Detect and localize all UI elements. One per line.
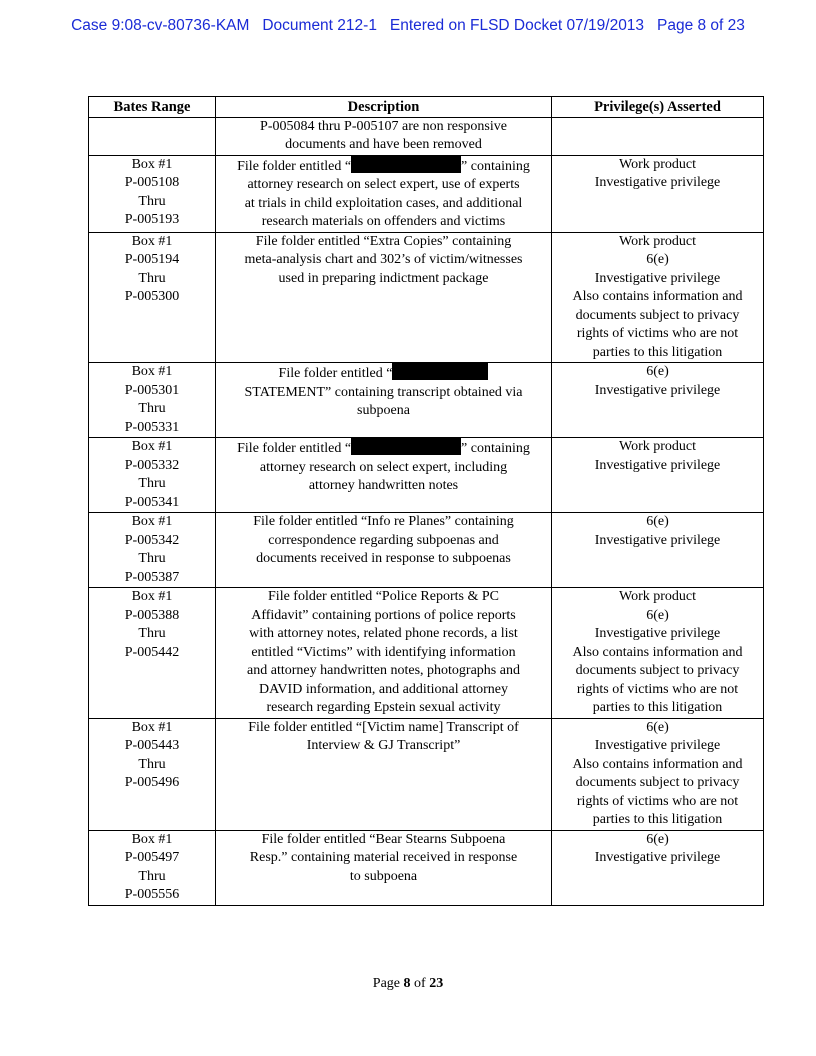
description-line: documents received in response to subpoenas	[256, 551, 511, 566]
description-line: File folder entitled “Info re Planes” containing	[253, 514, 514, 529]
bates-line: P-005194	[124, 252, 180, 267]
table-row	[89, 117, 764, 155]
bates-line: Thru	[138, 551, 166, 566]
docket-stamp	[0, 17, 816, 35]
privilege-cell	[552, 363, 764, 438]
redaction-block	[351, 438, 461, 455]
table-row	[89, 513, 764, 588]
bates-cell	[89, 232, 216, 363]
description-cell	[216, 117, 552, 155]
privilege-line: 6(e)	[646, 364, 669, 379]
privilege-line: Also contains information and	[572, 644, 743, 660]
table-row	[89, 718, 764, 830]
privilege-line: parties to this litigation	[592, 700, 723, 715]
bates-line: P-005387	[124, 569, 180, 585]
privilege-line: Investigative privilege	[594, 457, 721, 473]
privilege-log-table	[88, 96, 764, 906]
bates-line: P-005193	[124, 212, 180, 227]
bates-line: Thru	[138, 868, 166, 884]
description-line: STATEMENT” containing transcript obtained via	[244, 384, 523, 400]
description-line: subpoena	[357, 403, 410, 418]
privilege-line: Investigative privilege	[594, 175, 721, 190]
description-line: and attorney handwritten notes, photographs and	[247, 663, 520, 678]
privilege-line: documents subject to privacy	[575, 307, 740, 323]
bates-line: Thru	[138, 476, 166, 491]
table-row	[89, 830, 764, 905]
bates-line: Box #1	[131, 719, 173, 735]
page-footer	[0, 976, 816, 992]
table-row	[89, 363, 764, 438]
description-line: P-005084 thru P-005107 are non responsive	[260, 118, 507, 134]
stamp-entered: Entered on FLSD Docket 07/19/2013	[389, 17, 645, 34]
description-line: File folder entitled “Bear Stearns Subpoena	[261, 831, 506, 847]
description-cell	[216, 830, 552, 905]
privilege-cell	[552, 513, 764, 588]
bates-cell	[89, 588, 216, 719]
privilege-line: 6(e)	[646, 607, 669, 623]
footer-page-number: 8	[403, 976, 411, 991]
privilege-line: 6(e)	[646, 514, 669, 529]
description-line: documents and have been removed	[285, 137, 482, 152]
privilege-cell	[552, 830, 764, 905]
description-line: entitled “Victims” with identifying information	[251, 644, 516, 660]
privilege-line: parties to this litigation	[592, 812, 723, 827]
header-bates-range: Bates Range	[89, 97, 216, 118]
bates-cell	[89, 155, 216, 232]
bates-line: Box #1	[131, 364, 173, 379]
description-line: with attorney notes, related phone records, a list	[249, 626, 518, 641]
bates-line: P-005300	[124, 289, 180, 304]
description-line	[219, 438, 548, 459]
description-line: Affidavit” containing portions of police reports	[251, 607, 516, 623]
bates-line: P-005556	[124, 887, 180, 902]
description-line: attorney research on select expert, including	[259, 459, 508, 475]
footer-page-total: 23	[429, 976, 444, 991]
table-row	[89, 155, 764, 232]
bates-line: Box #1	[131, 233, 173, 249]
privilege-line: Work product	[618, 233, 697, 249]
description-line: File folder entitled “[Victim name] Transcript of	[248, 719, 519, 735]
privilege-line: Investigative privilege	[594, 532, 721, 548]
description-line	[219, 363, 548, 384]
table-row	[89, 232, 764, 363]
redaction-block	[351, 156, 461, 173]
description-line: Interview & GJ Transcript”	[306, 738, 461, 753]
description-cell	[216, 155, 552, 232]
description-cell	[216, 718, 552, 830]
description-cell	[216, 588, 552, 719]
header-description: Description	[216, 97, 552, 118]
privilege-line: Work product	[618, 439, 697, 454]
bates-line: Box #1	[131, 589, 173, 604]
privilege-line: Investigative privilege	[594, 626, 721, 641]
description-line: research regarding Epstein sexual activity	[266, 700, 501, 715]
bates-line: P-005342	[124, 532, 180, 548]
privilege-cell	[552, 438, 764, 513]
description-line: correspondence regarding subpoenas and	[268, 532, 499, 548]
bates-line: P-005301	[124, 382, 180, 398]
bates-cell	[89, 363, 216, 438]
description-line: DAVID information, and additional attorney	[259, 681, 508, 697]
description-line: meta-analysis chart and 302’s of victim/witnesses	[244, 252, 523, 267]
privilege-line: 6(e)	[646, 719, 669, 735]
bates-line: Box #1	[131, 831, 173, 847]
privilege-line: Work product	[618, 156, 697, 172]
description-line: to subpoena	[349, 868, 418, 884]
description-fragment: ” containing	[461, 158, 530, 174]
description-fragment: ” containing	[461, 441, 530, 456]
description-cell	[216, 513, 552, 588]
bates-line: Thru	[138, 193, 166, 209]
description-line: attorney research on select expert, use of experts	[247, 177, 520, 192]
bates-cell	[89, 117, 216, 155]
privilege-cell	[552, 117, 764, 155]
privilege-line: 6(e)	[646, 252, 669, 267]
description-line: File folder entitled “Extra Copies” containing	[255, 233, 512, 249]
table-row	[89, 438, 764, 513]
table-row	[89, 588, 764, 719]
description-fragment: File folder entitled “	[237, 441, 352, 456]
privilege-cell	[552, 588, 764, 719]
header-privilege: Privilege(s) Asserted	[552, 97, 764, 118]
privilege-cell	[552, 155, 764, 232]
description-cell	[216, 363, 552, 438]
description-fragment: File folder entitled “	[237, 158, 352, 174]
description-line	[219, 156, 548, 177]
bates-cell	[89, 830, 216, 905]
bates-cell	[89, 513, 216, 588]
description-line: at trials in child exploitation cases, and additional	[244, 195, 523, 211]
privilege-line: Investigative privilege	[594, 382, 721, 398]
redaction-block	[392, 363, 488, 380]
privilege-line: documents subject to privacy	[575, 775, 740, 790]
stamp-case: Case 9:08-cv-80736-KAM	[71, 17, 250, 34]
privilege-cell	[552, 718, 764, 830]
privilege-cell	[552, 232, 764, 363]
bates-line: P-005332	[124, 457, 180, 473]
privilege-line: Investigative privilege	[594, 850, 721, 865]
description-line: used in preparing indictment package	[278, 270, 489, 286]
bates-line: Thru	[138, 626, 166, 641]
privilege-line: parties to this litigation	[592, 344, 723, 360]
privilege-line: rights of victims who are not	[576, 793, 739, 809]
privilege-line: Investigative privilege	[594, 738, 721, 753]
description-cell	[216, 232, 552, 363]
bates-line: P-005496	[124, 775, 180, 790]
bates-line: Box #1	[131, 439, 173, 454]
bates-cell	[89, 718, 216, 830]
stamp-document: Document 212-1	[262, 17, 377, 34]
bates-line: Thru	[138, 270, 166, 286]
privilege-line: documents subject to privacy	[575, 663, 740, 678]
bates-line: P-005497	[124, 850, 180, 865]
description-line: Resp.” containing material received in response	[249, 850, 518, 865]
privilege-line: 6(e)	[646, 831, 669, 847]
privilege-line: rights of victims who are not	[576, 326, 739, 341]
description-line: attorney handwritten notes	[308, 478, 459, 493]
description-line: File folder entitled “Police Reports & PC	[268, 589, 499, 604]
bates-line: P-005331	[124, 419, 180, 435]
privilege-line: Work product	[618, 589, 697, 604]
description-cell	[216, 438, 552, 513]
privilege-line: Also contains information and	[572, 756, 743, 772]
bates-line: Box #1	[131, 514, 173, 529]
bates-line: Box #1	[131, 156, 173, 172]
bates-line: P-005442	[124, 644, 180, 660]
bates-cell	[89, 438, 216, 513]
privilege-line: Investigative privilege	[594, 270, 721, 286]
description-fragment: File folder entitled “	[278, 366, 393, 381]
footer-of-word: of	[414, 976, 426, 991]
bates-line: Thru	[138, 756, 166, 772]
bates-line: P-005443	[124, 738, 180, 753]
stamp-page: Page 8 of 23	[656, 17, 745, 34]
privilege-line: rights of victims who are not	[576, 681, 739, 697]
description-line: research materials on offenders and victims	[261, 214, 506, 229]
privilege-line: Also contains information and	[572, 289, 743, 304]
bates-line: P-005341	[124, 494, 180, 510]
bates-line: P-005388	[124, 607, 180, 623]
bates-line: P-005108	[124, 175, 180, 190]
footer-page-word: Page	[372, 976, 401, 991]
table-header-row	[89, 97, 764, 118]
bates-line: Thru	[138, 401, 166, 416]
